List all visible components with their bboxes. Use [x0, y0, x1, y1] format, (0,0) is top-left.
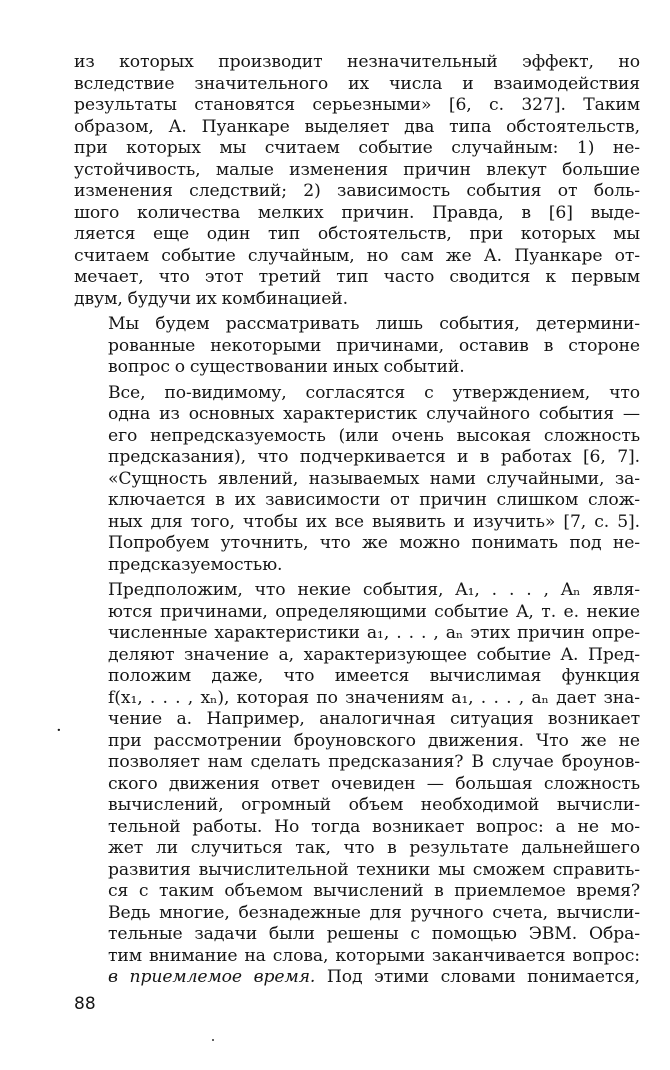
page-number: 88: [74, 994, 96, 1014]
text-line-final: [74, 967, 640, 989]
text-line: ключается в их зависимости от причин слишком слож-: [108, 490, 640, 510]
text-line: образом, А. Пуанкаре выделяет два типа обстоятельств,: [74, 116, 640, 137]
text-line: тельной работы. Но тогда возникает вопрос: а не мо-: [108, 816, 640, 837]
text-line: жет ли случиться так, что в результате дальнейшего: [108, 838, 640, 858]
text-line: при которых мы считаем событие случайным: 1) не-: [74, 138, 640, 158]
text-line: из которых производит незначительный эффект, но: [74, 52, 640, 72]
paragraph-2: [74, 314, 640, 379]
text-line: ляется еще один тип обстоятельств, при которых мы: [74, 224, 640, 244]
text-line: устойчивость, малые изменения причин влекут большие: [74, 159, 640, 180]
text-line: Предположим, что некие события, A₁, . . . , Aₙ явля-: [108, 580, 640, 600]
text-line: шого количества мелких причин. Правда, в [6] выде-: [74, 202, 640, 223]
text-line: тим внимание на слова, которыми заканчивается вопрос:: [108, 945, 640, 966]
text-line: ются причинами, определяющими событие A, т. е. некие: [108, 601, 640, 622]
text-line: при рассмотрении броуновского движения. Что же не: [108, 730, 640, 751]
text-line: рованные некоторыми причинами, оставив в стороне: [108, 335, 640, 356]
margin-dot: ·: [56, 720, 62, 741]
text-line: чение a. Например, аналогичная ситуация возникает: [108, 709, 640, 729]
text-line: считаем событие случайным, но сам же А. Пуанкаре от-: [74, 245, 640, 266]
text-line: Все, по-видимому, согласятся с утверждением, что: [108, 382, 640, 403]
text-line: ся с таким объемом вычислений в приемлемое время?: [108, 881, 640, 901]
text-line: одна из основных характеристик случайного события —: [108, 404, 640, 424]
text-line: «Сущность явлений, называемых нами случайными, за-: [108, 468, 640, 489]
paragraph-1: [74, 52, 640, 310]
text-line: Ведь многие, безнадежные для ручного счета, вычисли-: [108, 902, 640, 923]
italic-phrase: в приемлемое время.: [108, 967, 316, 987]
paragraph-4: [74, 580, 640, 989]
text-line: f(x₁, . . . , xₙ), которая по значениям a₁, . . . , aₙ дает зна-: [108, 687, 640, 708]
print-speck: [212, 1039, 214, 1041]
text-line: предсказуемостью.: [108, 554, 283, 575]
text-line: численные характеристики a₁, . . . , aₙ этих причин опре-: [108, 623, 640, 643]
text-line: позволяет нам сделать предсказания? В случае броунов-: [108, 752, 640, 772]
text-line: положим даже, что имеется вычислимая функция: [108, 666, 640, 686]
text-line: деляют значение a, характеризующее событие A. Пред-: [108, 644, 640, 665]
text-line: ных для того, чтобы их все выявить и изучить» [7, с. 5].: [108, 511, 640, 532]
text-line: вопрос о существовании иных событий.: [108, 357, 465, 377]
text-line: изменения следствий; 2) зависимость события от боль-: [74, 181, 640, 201]
text-line: двум, будучи их комбинацией.: [74, 288, 348, 309]
text-line: тельные задачи были решены с помощью ЭВМ. Обра-: [108, 924, 640, 944]
text-fragment: Под этими словами понимается,: [315, 967, 640, 987]
text-line: предсказания), что подчеркивается и в работах [6, 7].: [108, 447, 640, 467]
text-line: Попробуем уточнить, что же можно понимать под не-: [108, 533, 640, 553]
text-line: результаты становятся серьезными» [6, с. 327]. Таким: [74, 95, 640, 115]
text-line: вычислений, огромный объем необходимой вычисли-: [108, 795, 640, 815]
text-line: его непредсказуемость (или очень высокая сложность: [108, 425, 640, 446]
text-line: Мы будем рассматривать лишь события, детермини-: [108, 314, 640, 334]
paragraph-3: [74, 383, 640, 577]
text-line: мечает, что этот третий тип часто сводится к первым: [74, 267, 640, 287]
text-line: ского движения ответ очевиден — большая сложность: [108, 773, 640, 794]
text-line: развития вычислительной техники мы сможем справить-: [108, 859, 640, 880]
book-page-text: [74, 52, 640, 989]
text-line: вследствие значительного их числа и взаимодействия: [74, 73, 640, 94]
